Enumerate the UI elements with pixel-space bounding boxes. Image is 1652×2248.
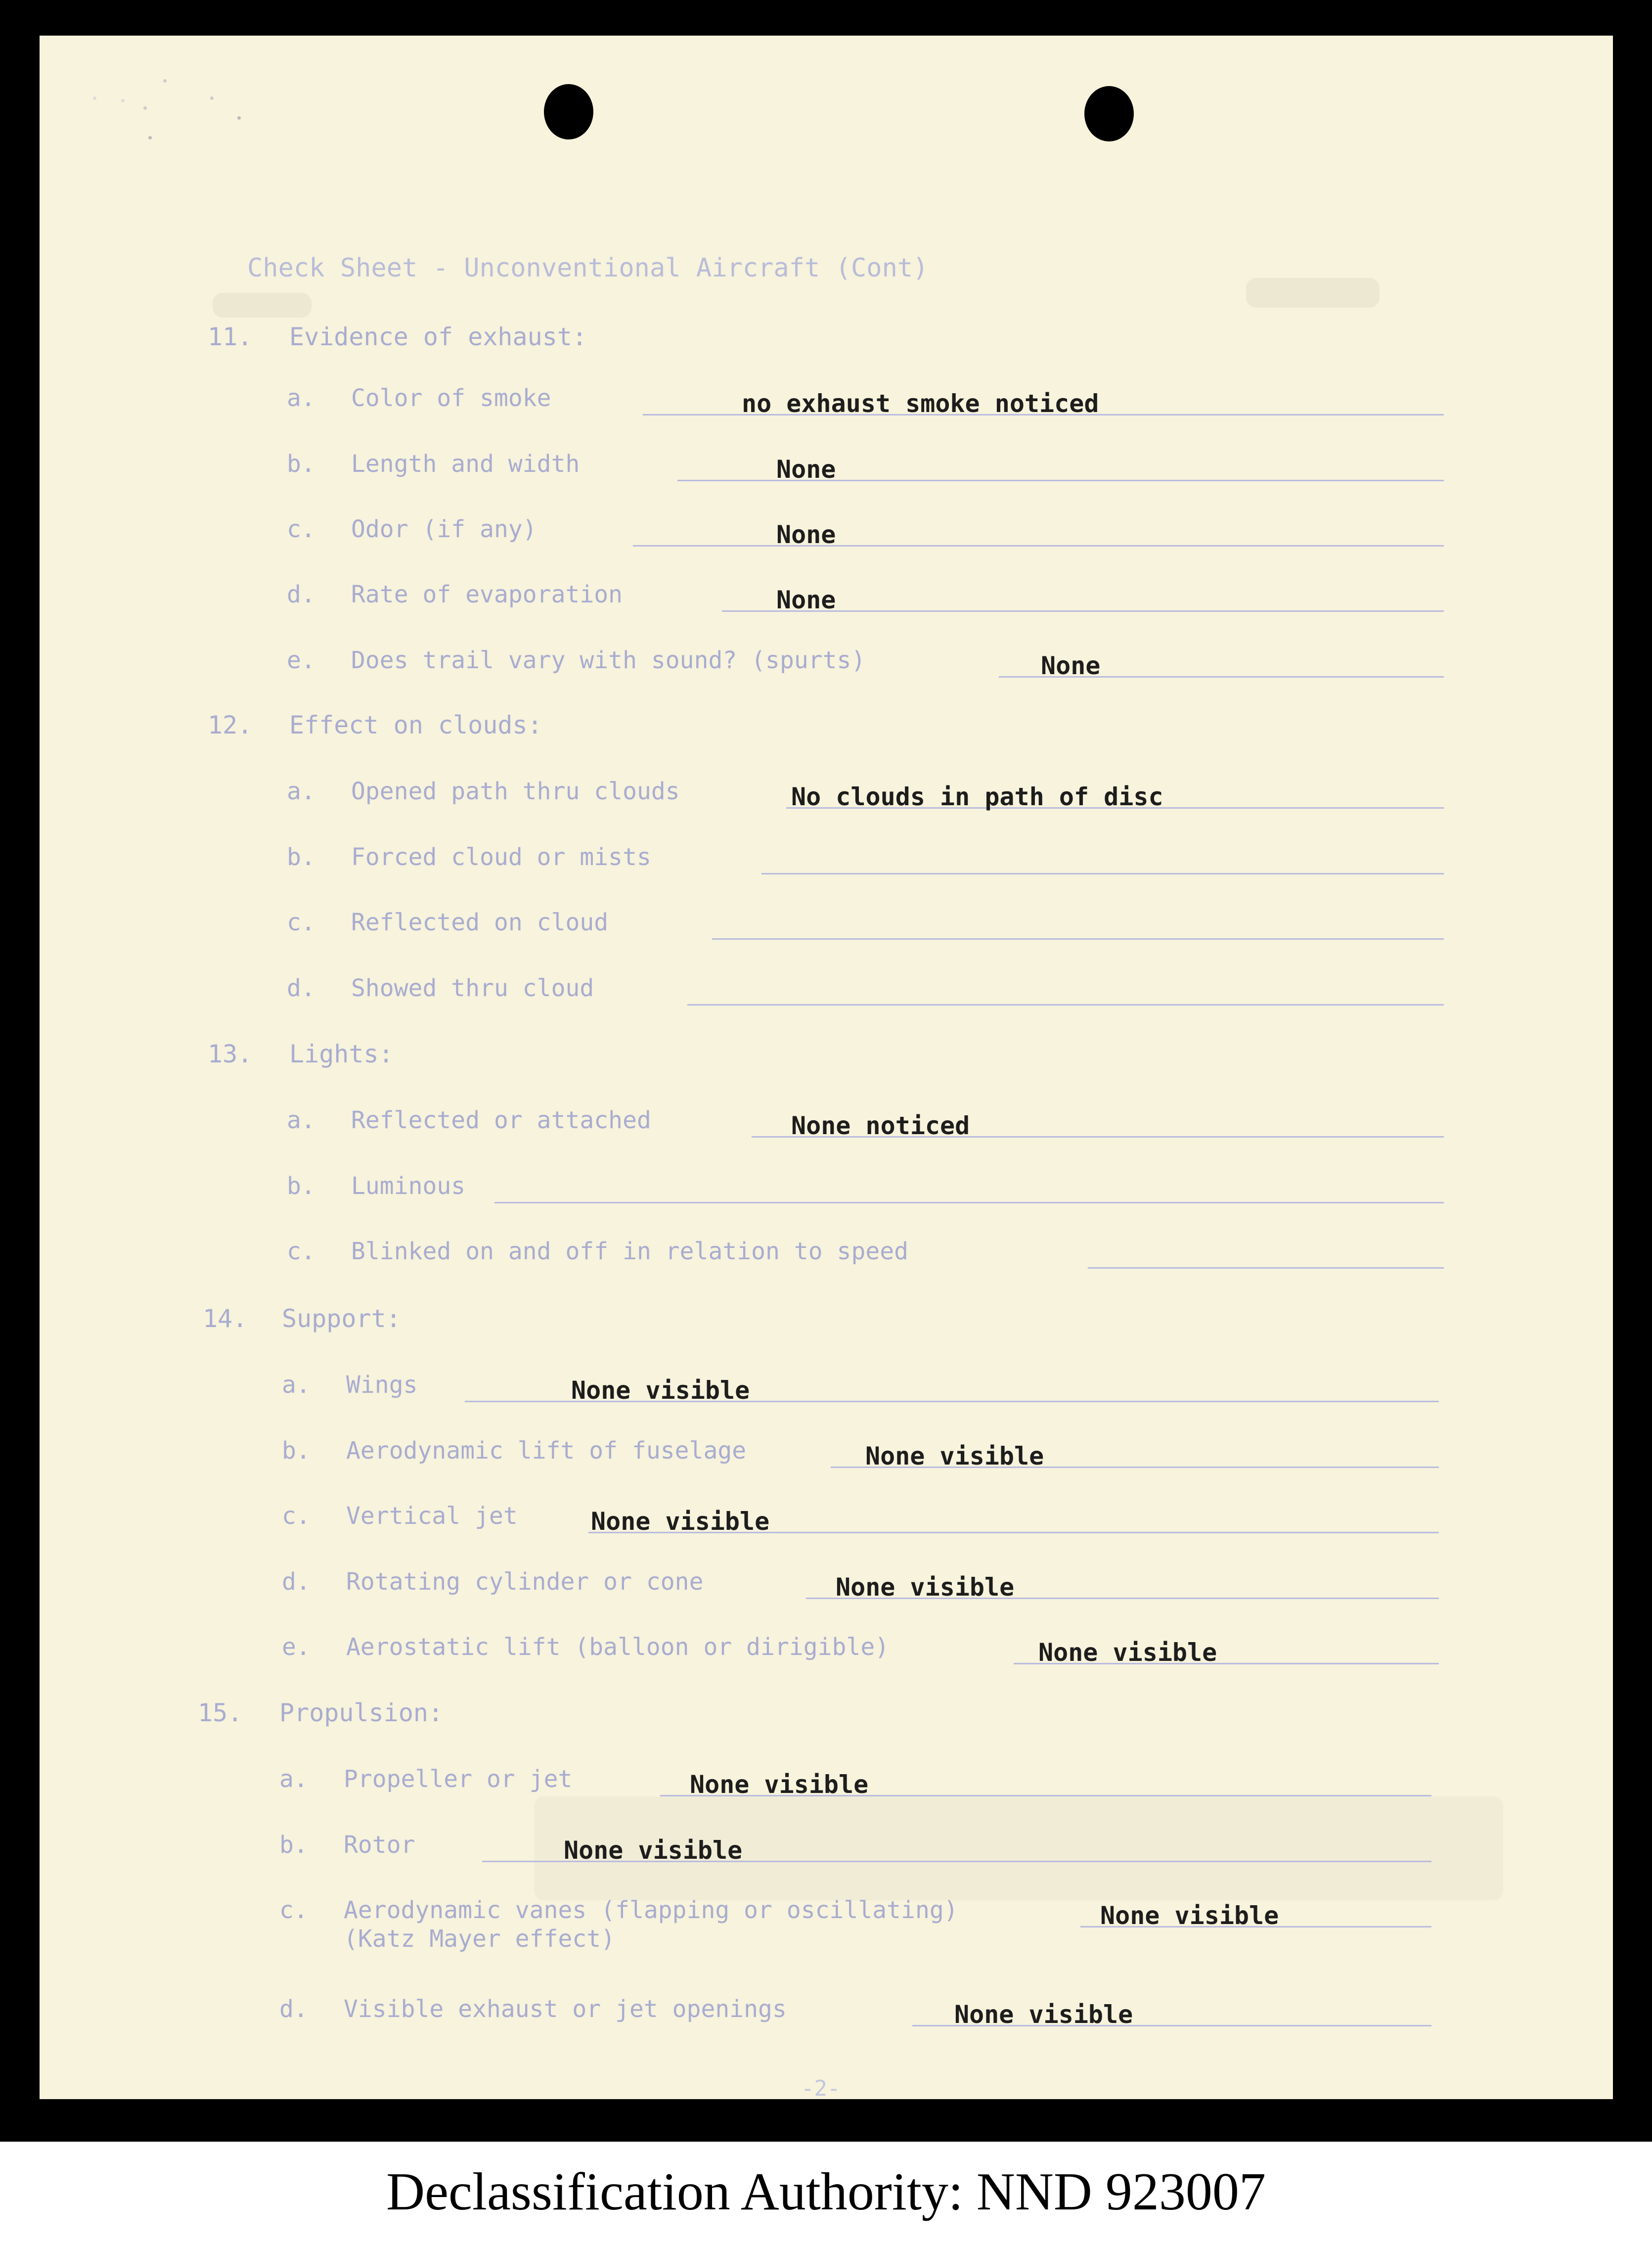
item-answer: No clouds in path of disc	[791, 782, 1163, 811]
scan-speck	[143, 106, 147, 110]
item-letter: b.	[282, 1437, 311, 1465]
checklist-item	[287, 646, 1444, 681]
item-letter: d.	[287, 974, 315, 1002]
item-answer: None visible	[564, 1836, 743, 1865]
punch-hole-right	[1084, 86, 1134, 141]
item-answer: None	[1041, 651, 1101, 680]
item-letter: a.	[287, 778, 315, 805]
item-letter: b.	[287, 450, 315, 478]
item-letter: b.	[287, 843, 315, 871]
item-letter: c.	[287, 909, 315, 936]
item-answer: None visible	[571, 1376, 750, 1405]
checklist-item	[287, 1106, 1444, 1141]
checklist-item	[279, 1896, 1436, 1956]
item-label: Odor (if any)	[351, 515, 537, 543]
declassification-footer: Declassification Authority: NND 923007	[386, 2162, 1266, 2221]
answer-line	[687, 1004, 1444, 1006]
item-letter: d.	[287, 581, 315, 608]
item-label: Aerodynamic lift of fuselage	[346, 1437, 747, 1465]
item-letter: c.	[282, 1502, 311, 1530]
smudge	[1246, 278, 1380, 308]
checklist-item	[282, 1568, 1439, 1603]
section-number: 14.	[203, 1304, 248, 1333]
item-letter: e.	[282, 1633, 311, 1661]
item-answer: None visible	[1100, 1901, 1279, 1930]
section-title: Evidence of exhaust:	[289, 322, 587, 351]
item-answer: None visible	[591, 1507, 770, 1536]
answer-line	[633, 545, 1444, 547]
item-label: Color of smoke	[351, 384, 551, 412]
section-title: Support:	[282, 1304, 401, 1333]
scan-speck	[210, 96, 214, 100]
item-answer: None visible	[836, 1573, 1015, 1602]
item-label: Propeller or jet	[344, 1765, 573, 1793]
item-answer: None noticed	[791, 1111, 970, 1140]
checklist-item	[279, 1765, 1436, 1800]
item-letter: a.	[282, 1371, 311, 1399]
item-label: Does trail vary with sound? (spurts)	[351, 646, 866, 674]
item-label: Luminous	[351, 1172, 466, 1200]
item-letter: c.	[287, 515, 315, 543]
item-answer: None visible	[1038, 1638, 1217, 1667]
item-label: Aerodynamic vanes (flapping or oscillating)	[344, 1896, 958, 1924]
item-answer: None visible	[954, 2000, 1133, 2029]
section-number: 15.	[198, 1698, 243, 1727]
page-number: -2-	[801, 2076, 841, 2101]
item-letter: b.	[279, 1831, 308, 1859]
item-label: Wings	[346, 1371, 418, 1399]
section-title: Lights:	[289, 1040, 394, 1068]
item-label: Reflected or attached	[351, 1106, 651, 1134]
item-letter: d.	[279, 1995, 308, 2023]
item-label: Visible exhaust or jet openings	[344, 1995, 787, 2023]
item-label: Rotating cylinder or cone	[346, 1568, 704, 1596]
item-label: Reflected on cloud	[351, 909, 609, 936]
section-title: Propulsion:	[279, 1698, 444, 1727]
scan-speck	[163, 79, 167, 83]
checklist-item	[282, 1633, 1439, 1668]
checklist-item	[279, 1831, 1436, 1866]
checklist-item	[287, 450, 1444, 485]
item-letter: b.	[287, 1172, 315, 1200]
item-letter: a.	[279, 1765, 308, 1793]
item-answer: None	[776, 455, 836, 484]
scan-speck	[121, 99, 125, 102]
item-letter: a.	[287, 1106, 315, 1134]
item-label-continued: (Katz Mayer effect)	[344, 1925, 616, 1953]
item-letter: c.	[287, 1238, 315, 1265]
smudge	[213, 293, 312, 318]
checklist-item	[282, 1437, 1439, 1471]
item-label: Showed thru cloud	[351, 974, 594, 1002]
item-answer: None visible	[690, 1770, 869, 1799]
item-letter: a.	[287, 384, 315, 412]
page-heading: Check Sheet - Unconventional Aircraft (Cont)	[247, 253, 929, 283]
item-label: Length and width	[351, 450, 580, 478]
item-label: Vertical jet	[346, 1502, 518, 1530]
checklist-item	[282, 1371, 1439, 1406]
scan-speck	[148, 136, 152, 139]
section-number: 12.	[208, 711, 253, 739]
item-answer: None	[776, 586, 836, 614]
item-label: Rotor	[344, 1831, 415, 1859]
section-number: 11.	[208, 322, 253, 351]
section-number: 13.	[208, 1040, 253, 1068]
item-label: Opened path thru clouds	[351, 778, 680, 805]
answer-line	[1088, 1267, 1444, 1269]
checklist-item	[287, 1238, 1444, 1272]
answer-line	[761, 873, 1444, 874]
answer-line	[494, 1202, 1444, 1203]
punch-hole-left	[544, 84, 593, 139]
item-letter: e.	[287, 646, 315, 674]
item-answer: None	[776, 520, 836, 549]
scan-speck	[237, 116, 241, 120]
item-letter: c.	[279, 1896, 308, 1924]
checklist-item	[287, 778, 1444, 812]
checklist-item	[287, 515, 1444, 550]
item-letter: d.	[282, 1568, 311, 1596]
item-label: Aerostatic lift (balloon or dirigible)	[346, 1633, 890, 1661]
item-answer: None visible	[865, 1442, 1044, 1470]
scan-speck	[93, 96, 96, 100]
section-title: Effect on clouds:	[289, 711, 542, 739]
item-label: Rate of evaporation	[351, 581, 623, 608]
checklist-item	[287, 909, 1444, 943]
item-label: Forced cloud or mists	[351, 843, 651, 871]
item-answer: no exhaust smoke noticed	[742, 389, 1099, 418]
checklist-item	[287, 581, 1444, 615]
document-page	[40, 36, 1613, 2099]
answer-line	[712, 938, 1444, 940]
checklist-item	[287, 974, 1444, 1009]
item-label: Blinked on and off in relation to speed	[351, 1238, 909, 1265]
checklist-item	[287, 843, 1444, 878]
checklist-item	[287, 1172, 1444, 1207]
checklist-item	[287, 384, 1444, 419]
checklist-item	[282, 1502, 1439, 1537]
checklist-item	[279, 1995, 1436, 2030]
